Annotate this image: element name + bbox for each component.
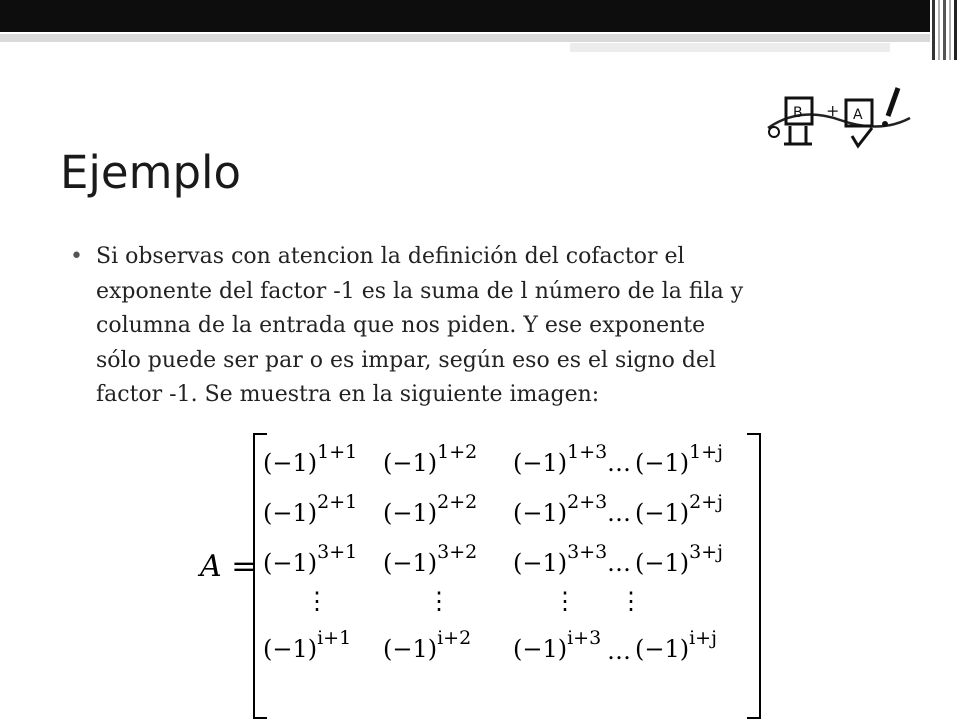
matrix-label: A =: [200, 549, 257, 584]
matrix-entry: $(-1)^{2+2}$: [383, 491, 478, 527]
body-line: sólo puede ser par o es impar, según eso es el signo del: [96, 347, 717, 373]
horizontal-dots: …: [607, 449, 631, 477]
matrix-entry: $(-1)^{2+3}$: [513, 491, 608, 527]
matrix-entry: $(-1)^{1+2}$: [383, 441, 478, 477]
matrix-entry: $(-1)^{3+j}$: [635, 541, 724, 577]
svg-text:+: +: [826, 101, 840, 120]
matrix-entry: $(-1)^{1+1}$: [263, 441, 358, 477]
cofactor-sign-matrix: [195, 425, 775, 715]
vertical-dots: ⋮: [305, 587, 329, 615]
vertical-dots: ⋮: [427, 587, 451, 615]
matrix-entry: $(-1)^{i+3}$: [513, 627, 602, 663]
body-line: exponente del factor -1 es la suma de l número de la fila y: [96, 278, 744, 304]
matrix-entry: $(-1)^{2+1}$: [263, 491, 358, 527]
bullet-marker: •: [70, 244, 83, 269]
top-grey-bar: [0, 34, 930, 42]
matrix-entry: $(-1)^{i+1}$: [263, 627, 352, 663]
matrix-entry: $(-1)^{1+j}$: [635, 441, 724, 477]
matrix-entry: $(-1)^{3+3}$: [513, 541, 608, 577]
svg-text:A: A: [853, 107, 863, 123]
matrix-entry: $(-1)^{i+j}$: [635, 627, 717, 663]
top-light-bar: [570, 43, 890, 52]
vertical-dots: ⋮: [553, 587, 577, 615]
edge-line: [954, 0, 957, 60]
matrix-cartoon-logo: [760, 86, 920, 162]
edge-line: [938, 0, 940, 60]
top-decoration: [0, 0, 960, 60]
matrix-entry: $(-1)^{2+j}$: [635, 491, 724, 527]
matrix-entry: $(-1)^{1+3}$: [513, 441, 608, 477]
horizontal-dots: …: [607, 549, 631, 577]
top-dark-bar: [0, 0, 930, 32]
edge-line: [943, 0, 946, 60]
matrix-right-bracket: [747, 433, 761, 719]
slide-title: Ejemplo: [60, 146, 242, 199]
body-line: factor -1. Se muestra en la siguiente imagen:: [96, 382, 600, 407]
horizontal-dots: …: [607, 499, 631, 527]
matrix-entry: $(-1)^{3+1}$: [263, 541, 358, 577]
matrix-entry: $(-1)^{3+2}$: [383, 541, 478, 577]
bullet-paragraph: [70, 240, 890, 413]
body-line: columna de la entrada que nos piden. Y ese exponente: [96, 313, 706, 338]
body-line: Si observas con atencion la definición del cofactor el: [96, 244, 685, 269]
edge-line: [932, 0, 935, 60]
svg-text:B: B: [793, 105, 803, 121]
vertical-dots: ⋮: [619, 587, 643, 615]
horizontal-dots: …: [607, 637, 631, 665]
matrix-entry: $(-1)^{i+2}$: [383, 627, 472, 663]
edge-line: [949, 0, 951, 60]
